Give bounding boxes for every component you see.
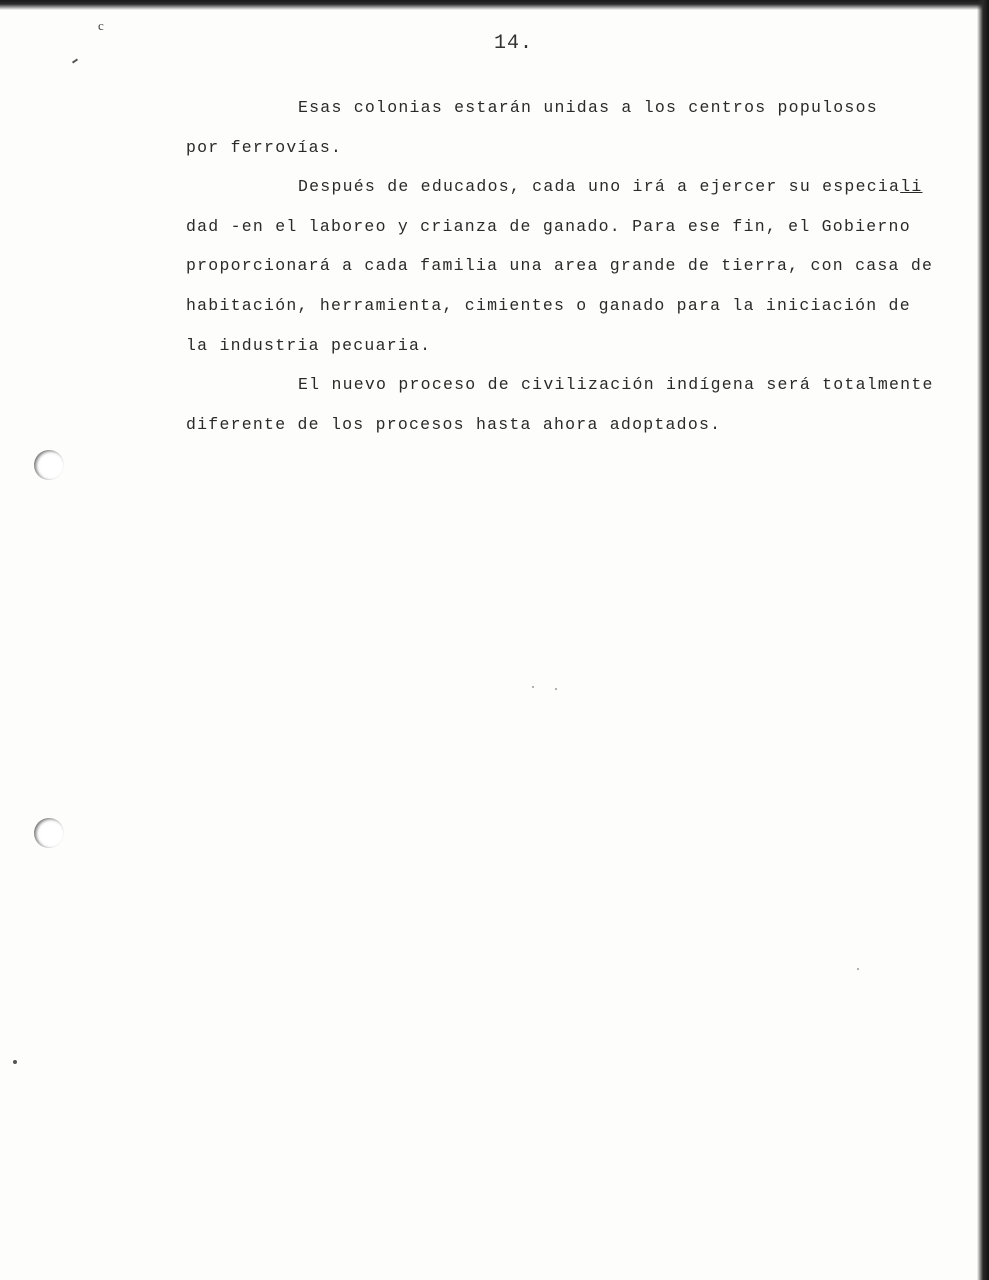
- text-line-1: Esas colonias estarán unidas a los centros populosos: [298, 98, 878, 117]
- text-line-3: [186, 167, 976, 207]
- ink-dot: [13, 1060, 17, 1064]
- body-text: [186, 88, 976, 444]
- text-line-6: habitación, herramienta, cimientes o ganado para la iniciación de: [186, 295, 911, 315]
- paper-speck: [857, 968, 859, 970]
- corner-mark: c: [98, 18, 104, 33]
- text-line-4: dad -en el laboreo y crianza de ganado. Para ese fin, el Gobierno: [186, 216, 911, 236]
- paper-speck: [555, 688, 557, 690]
- pencil-tick-mark: [72, 58, 78, 63]
- punch-hole-bottom: [34, 818, 64, 848]
- text-line-8: El nuevo proceso de civilización indígena será totalmente: [298, 375, 934, 395]
- punch-hole-top: [34, 450, 64, 480]
- text-line-2: por ferrovías.: [186, 137, 343, 157]
- scan-edge-right: [977, 0, 989, 1280]
- text-line-7: la industria pecuaria.: [186, 335, 432, 355]
- text-line-3-main: Después de educados, cada uno irá a ejercer su especia: [298, 177, 901, 197]
- page-number: 14.: [494, 32, 534, 55]
- paper-speck: [532, 686, 534, 688]
- scan-edge-top: [0, 0, 989, 10]
- text-line-3-hyphen-underlined: li: [900, 177, 923, 197]
- text-line-5: proporcionará a cada familia una area grande de tierra, con casa de: [186, 256, 934, 276]
- text-line-9: diferente de los procesos hasta ahora adoptados.: [186, 414, 722, 434]
